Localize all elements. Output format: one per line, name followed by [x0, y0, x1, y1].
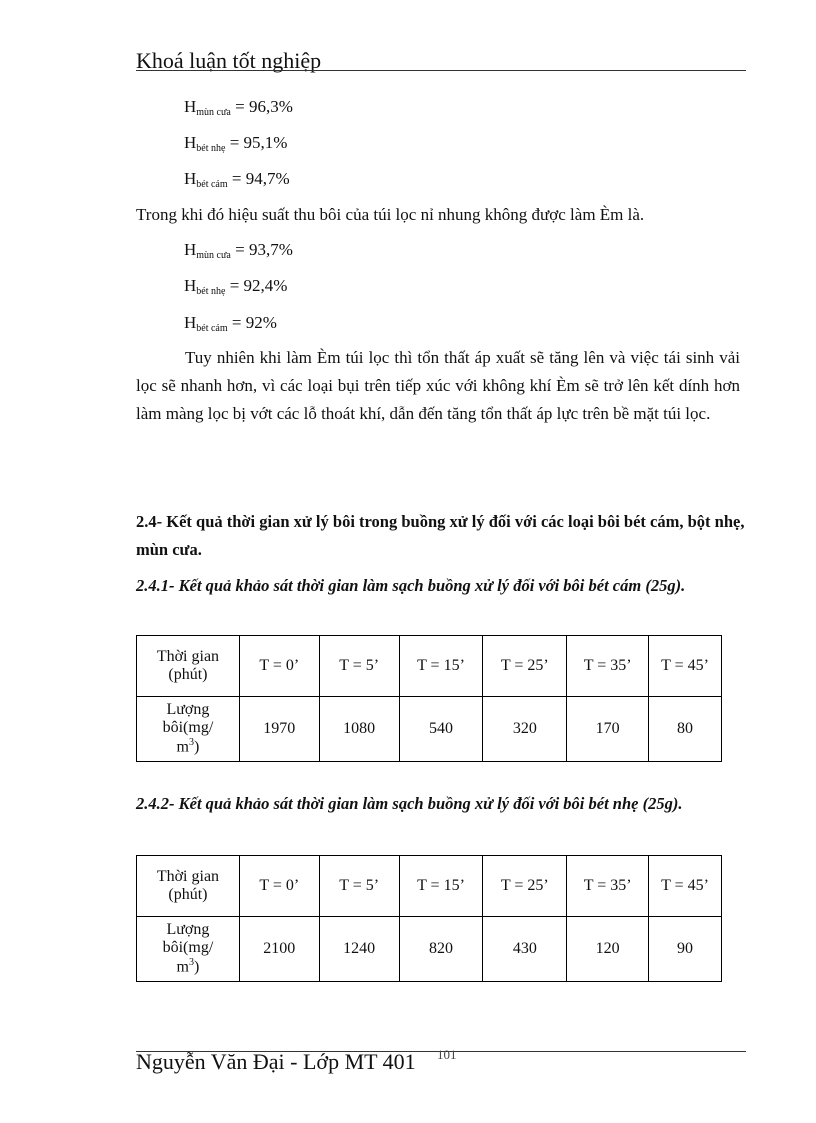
value-cell: 80: [649, 697, 722, 762]
table-row: [137, 636, 722, 697]
page-header-title: Khoá luận tốt nghiệp: [136, 48, 322, 73]
value-cell: 540: [399, 697, 483, 762]
value-cell: 820: [399, 917, 483, 982]
row-header: Lượng bôi(mg/ $m^3$): [137, 917, 240, 982]
time-cell: T = 25’: [483, 856, 567, 917]
efficiency-line: $H_{mùn cưa} = 96,3\%$: [184, 97, 293, 118]
header-rule: [136, 70, 746, 71]
row-header: Thời gian (phút): [137, 636, 240, 697]
value-cell: 2100: [239, 917, 319, 982]
value-cell: 170: [567, 697, 649, 762]
time-cell: T = 35’: [567, 856, 649, 917]
time-cell: T = 15’: [399, 856, 483, 917]
footer-author: Nguyễn Văn Đại - Lớp MT 401: [136, 1049, 416, 1074]
efficiency-line: $H_{bét nhẹ} = 95,1\%$: [184, 133, 288, 154]
section-heading: 2.4- Kết quả thời gian xử lý bôi trong buồng xử lý đối với các loại bôi bét cám, bột nhẹ, mùn cưa.: [136, 512, 745, 559]
table1: [136, 635, 722, 762]
time-cell: T = 15’: [399, 636, 483, 697]
efficiency-line: $H_{bét cám} = 94,7\%$: [184, 169, 290, 190]
value-cell: 120: [567, 917, 649, 982]
time-cell: T = 5’: [319, 856, 399, 917]
row-header: Lượng bôi(mg/ $m^3$): [137, 697, 240, 762]
table-row: [137, 697, 722, 762]
intro-text: Trong khi đó hiệu suất thu bôi của túi lọc nỉ nhung không được làm Èm là.: [136, 205, 645, 224]
table2: [136, 855, 722, 982]
value-cell: 1080: [319, 697, 399, 762]
value-cell: 90: [649, 917, 722, 982]
time-cell: T = 45’: [649, 856, 722, 917]
efficiency-line: $H_{bét cám} = 92\%$: [184, 313, 277, 334]
time-cell: T = 5’: [319, 636, 399, 697]
time-cell: T = 0’: [239, 636, 319, 697]
value-cell: 430: [483, 917, 567, 982]
row-header: Thời gian (phút): [137, 856, 240, 917]
efficiency-line: $H_{bét nhẹ} = 92,4\%$: [184, 276, 288, 297]
time-cell: T = 35’: [567, 636, 649, 697]
table-row: [137, 917, 722, 982]
value-cell: 1970: [239, 697, 319, 762]
table-row: [137, 856, 722, 917]
time-cell: T = 45’: [649, 636, 722, 697]
time-cell: T = 0’: [239, 856, 319, 917]
table1-heading: 2.4.1- Kết quả khảo sát thời gian làm sạch buồng xử lý đối với bôi bét cám (25g).: [136, 576, 686, 595]
page-number: 101: [437, 1047, 457, 1062]
body-paragraph: Tuy nhiên khi làm Èm túi lọc thì tổn thất áp xuất sẽ tăng lên và việc tái sinh vải lọc sẽ nhanh hơn, vì các loại bụi trên tiếp xúc với không khí Èm sẽ trở lên kết dính hơn làm màng lọc bị vớt các lỗ thoát khí, dẫn đến tăng tổn thất áp lực trên bề mặt túi lọc.: [136, 348, 740, 423]
value-cell: 1240: [319, 917, 399, 982]
efficiency-line: $H_{mùn cưa} = 93,7\%$: [184, 240, 293, 261]
table2-heading: 2.4.2- Kết quả khảo sát thời gian làm sạch buồng xử lý đối với bôi bét nhẹ (25g).: [136, 794, 683, 813]
value-cell: 320: [483, 697, 567, 762]
time-cell: T = 25’: [483, 636, 567, 697]
